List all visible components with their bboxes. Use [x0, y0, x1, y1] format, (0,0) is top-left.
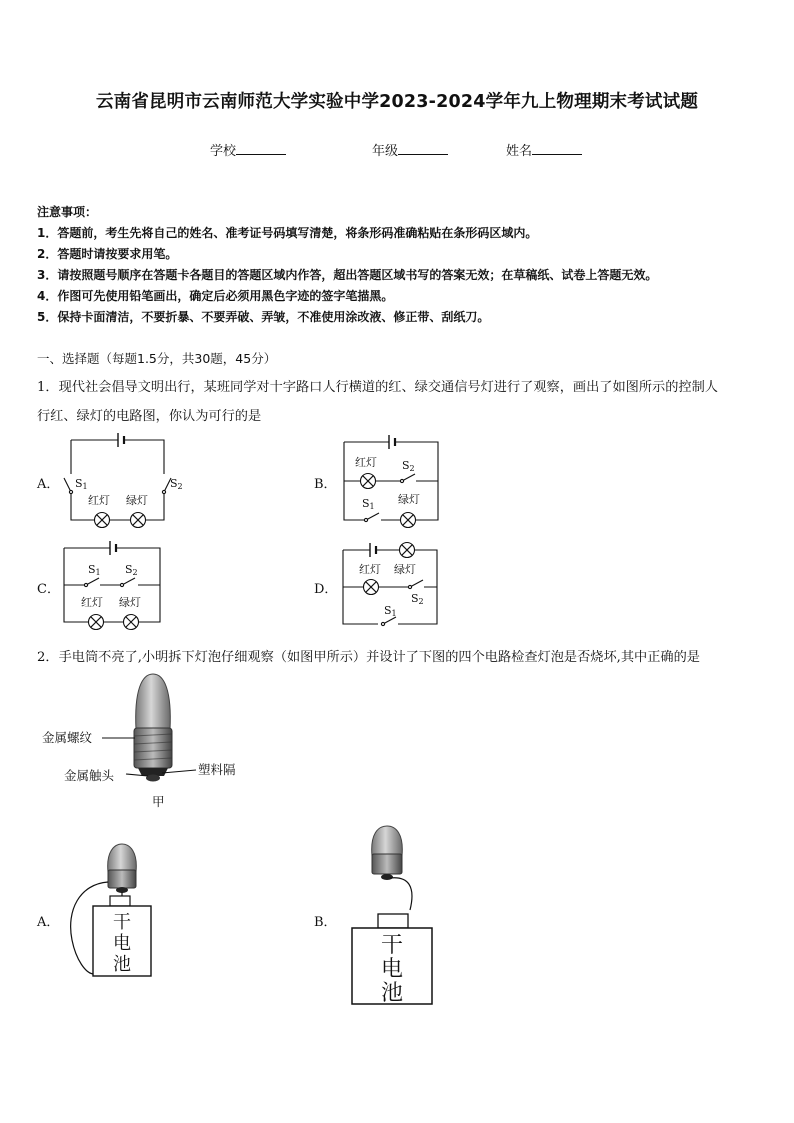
s2-label-d: S2 [411, 592, 424, 606]
notice-item: 2．答题时请按要求用笔。 [37, 247, 178, 261]
notice-heading: 注意事项： [37, 205, 98, 219]
notice-item: 1．答题前，考生先将自己的姓名、准考证号码填写清楚，将条形码准确粘贴在条形码区域内。 [37, 226, 538, 240]
grade-label: 年级 [372, 144, 399, 159]
name-label: 姓名 [506, 144, 533, 159]
red-lamp-d [364, 580, 379, 595]
q2-option-b-figure [340, 820, 450, 1010]
battery-char: 电 [380, 957, 404, 982]
q1-text-line1: 1．现代社会倡导文明出行，某班同学对十字路口人行横道的红、绿交通信号灯进行了观察，画出了如图所示的控制人 [37, 380, 718, 395]
label-jia: 甲 [152, 794, 165, 809]
green-lamp-c [124, 615, 139, 630]
green-lamp-b [401, 513, 416, 528]
page-title: 云南省昆明市云南师范大学实验中学2023-2024学年九上物理期末考试试题 [95, 92, 699, 112]
q1-option-d-label: D． [314, 582, 338, 597]
notice-item: 5．保持卡面清洁，不要折暴、不要弄破、弄皱，不准使用涂改液、修正带、刮纸刀。 [37, 310, 490, 324]
q1-option-b-label: B． [314, 477, 337, 492]
q1-option-a-label: A． [37, 477, 60, 492]
q2-option-b-label: B． [314, 915, 337, 930]
red-label-b: 红灯 [355, 456, 377, 469]
q1-text-line2: 行红、绿灯的电路图，你认为可行的是 [37, 409, 262, 424]
battery-char: 池 [380, 981, 404, 1006]
figure-jia-bulb [30, 670, 270, 815]
battery-char: 干 [113, 912, 131, 933]
red-label-a: 红灯 [88, 494, 110, 507]
circuit-c [64, 541, 160, 622]
green-label-d: 绿灯 [394, 563, 416, 576]
battery-char: 池 [113, 954, 131, 975]
label-plastic: 塑料隔 [198, 762, 236, 777]
s1-label-b: S1 [362, 497, 375, 511]
green-label-b: 绿灯 [398, 493, 420, 506]
green-lamp-d [400, 543, 415, 558]
s2-label-a: S2 [170, 477, 183, 491]
notice-item: 4．作图可先使用铅笔画出，确定后必须用黑色字迹的签字笔描黑。 [37, 289, 394, 303]
s1-label-a: S1 [75, 477, 88, 491]
s2-label-c: S2 [125, 563, 138, 577]
s2-label-b: S2 [402, 459, 415, 473]
red-lamp-a [95, 513, 110, 528]
label-metal-thread: 金属螺纹 [42, 730, 93, 745]
section-heading: 一、选择题（每题1.5分，共30题，45分） [37, 351, 277, 366]
q2-option-a-label: A． [37, 915, 60, 930]
red-lamp-c [89, 615, 104, 630]
green-label-a: 绿灯 [126, 494, 148, 507]
notice-item: 3．请按照题号顺序在答题卡各题目的答题区域内作答，超出答题区域书写的答案无效；在草稿纸、试卷上答题无效。 [37, 268, 658, 282]
s1-label-d: S1 [384, 604, 397, 618]
battery-char: 干 [380, 933, 404, 958]
red-lamp-b [361, 474, 376, 489]
label-metal-contact: 金属触头 [64, 768, 115, 783]
circuit-b [344, 435, 438, 522]
red-label-c: 红灯 [81, 596, 103, 609]
red-label-d: 红灯 [359, 563, 381, 576]
q2-text: 2．手电筒不亮了,小明拆下灯泡仔细观察（如图甲所示）并设计了下图的四个电路检查灯泡是否烧坏,其中正确的是 [37, 650, 700, 665]
green-lamp-a [131, 513, 146, 528]
green-label-c: 绿灯 [119, 596, 141, 609]
q2-option-a-figure [60, 840, 210, 990]
s1-label-c: S1 [88, 563, 101, 577]
school-label: 学校 [210, 144, 237, 159]
q1-option-c-label: C． [37, 582, 60, 597]
battery-char: 电 [113, 933, 131, 954]
